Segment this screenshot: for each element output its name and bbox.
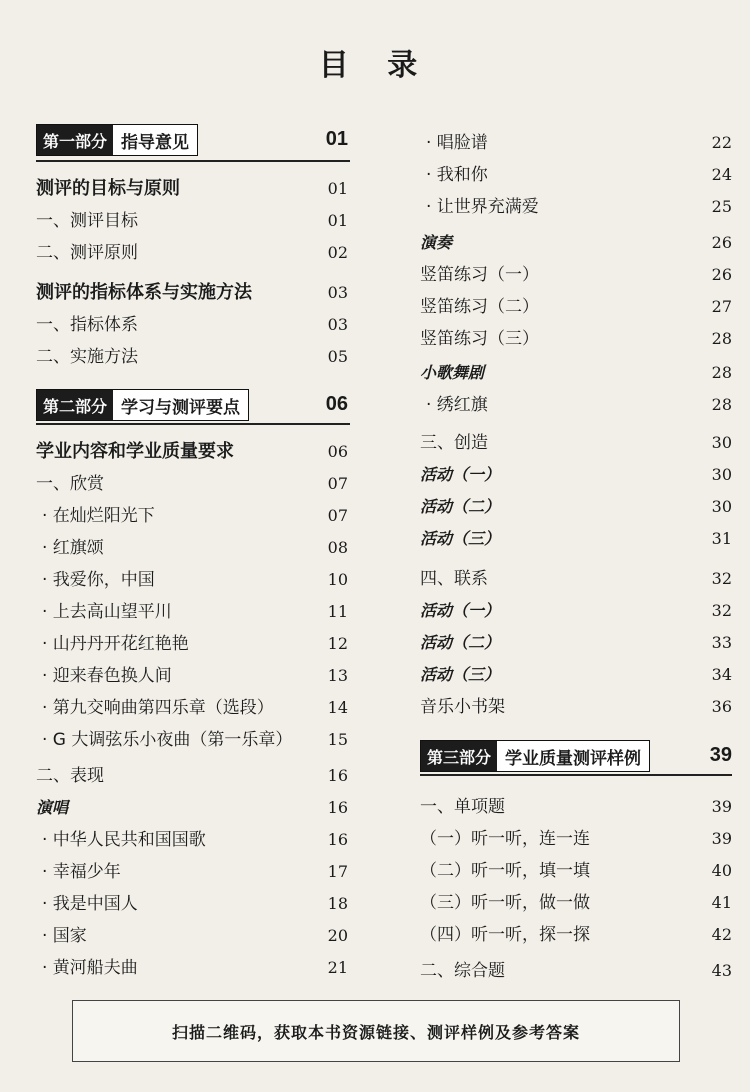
part-name: 学业质量测评样例: [505, 748, 642, 769]
page-number: 26: [711, 233, 732, 252]
toc-entry[interactable]: [420, 128, 732, 158]
toc-entry[interactable]: [420, 460, 732, 490]
page-number: 15: [327, 730, 348, 749]
toc-entry[interactable]: [420, 824, 732, 854]
entry-label: （二）听一听，填一填: [420, 861, 590, 881]
entry-label: 二、表现: [36, 766, 104, 786]
page-number: 31: [711, 529, 732, 548]
toc-entry[interactable]: [36, 238, 348, 268]
page-number: 34: [711, 665, 732, 684]
section-title: 测评的目标与原则: [36, 178, 180, 199]
entry-label: 活动（二）: [420, 497, 501, 516]
toc-section-heading[interactable]: [36, 278, 348, 308]
toc-entry[interactable]: [420, 390, 732, 420]
page-number: 18: [327, 894, 348, 913]
page-number: 42: [711, 925, 732, 944]
part-three-divider: [420, 774, 732, 776]
page-number: 01: [325, 128, 348, 150]
page-number: 32: [711, 601, 732, 620]
toc-entry[interactable]: [420, 956, 732, 986]
toc-entry[interactable]: [420, 692, 732, 722]
page-number: 30: [711, 433, 732, 452]
entry-label: 二、综合题: [420, 961, 505, 981]
toc-entry[interactable]: [36, 953, 348, 983]
entry-label: 活动（三）: [420, 665, 501, 684]
page-number: 20: [327, 926, 348, 945]
entry-label: · 中华人民共和国国歌: [42, 830, 206, 850]
page-number: 26: [711, 265, 732, 284]
entry-label: 三、创造: [420, 433, 488, 453]
page-number: 05: [327, 347, 348, 366]
entry-label: （三）听一听，做一做: [420, 893, 590, 913]
toc-entry[interactable]: [36, 921, 348, 951]
toc-entry[interactable]: [36, 725, 348, 755]
page-number: 06: [327, 442, 348, 461]
toc-entry[interactable]: [36, 889, 348, 919]
toc-entry[interactable]: [36, 310, 348, 340]
page-number: 39: [711, 829, 732, 848]
entry-label: · 国家: [42, 926, 87, 946]
entry-label: 竖笛练习（一）: [420, 265, 539, 285]
toc-entry[interactable]: [420, 324, 732, 354]
toc-entry[interactable]: [36, 342, 348, 372]
page-number: 12: [327, 634, 348, 653]
toc-entry[interactable]: [36, 565, 348, 595]
toc-category[interactable]: [36, 793, 348, 823]
page-number: 41: [711, 893, 732, 912]
page-number: 33: [711, 633, 732, 652]
section-title: 测评的指标体系与实施方法: [36, 282, 252, 303]
toc-entry[interactable]: [36, 533, 348, 563]
part-tag: 第一部分: [37, 125, 113, 155]
page-title: 目 录: [318, 48, 432, 83]
toc-entry[interactable]: [420, 292, 732, 322]
toc-entry[interactable]: [420, 628, 732, 658]
entry-label: · 迎来春色换人间: [42, 666, 172, 686]
part-name: 学习与测评要点: [121, 397, 241, 418]
entry-label: · 绣红旗: [426, 395, 488, 415]
entry-label: 音乐小书架: [420, 697, 505, 717]
toc-entry[interactable]: [420, 660, 732, 690]
entry-label: · 让世界充满爱: [426, 197, 539, 217]
page-number: 28: [711, 395, 732, 414]
page-number: 16: [327, 798, 348, 817]
toc-entry[interactable]: [36, 597, 348, 627]
page-number: 36: [711, 697, 732, 716]
entry-label: · 我和你: [426, 165, 488, 185]
entry-label: 活动（一）: [420, 601, 501, 620]
entry-label: 四、联系: [420, 569, 488, 589]
entry-label: 活动（二）: [420, 633, 501, 652]
entry-label: （一）听一听，连一连: [420, 829, 590, 849]
entry-label: 二、测评原则: [36, 243, 138, 263]
entry-label: · 唱脸谱: [426, 133, 488, 153]
toc-entry[interactable]: [36, 661, 348, 691]
page-number: 08: [327, 538, 348, 557]
page-number: 13: [327, 666, 348, 685]
toc-category[interactable]: [420, 358, 732, 388]
toc-entry[interactable]: [420, 920, 732, 950]
part-one-divider: [36, 160, 350, 162]
category-label: 演奏: [420, 233, 453, 252]
page-number: 17: [327, 862, 348, 881]
entry-label: · 我是中国人: [42, 894, 138, 914]
page-number: 07: [327, 474, 348, 493]
toc-entry[interactable]: [420, 856, 732, 886]
toc-entry[interactable]: [36, 825, 348, 855]
entry-label: · 红旗颂: [42, 538, 104, 558]
entry-label: · 幸福少年: [42, 862, 121, 882]
page-number: 28: [711, 363, 732, 382]
entry-label: · 上去高山望平川: [42, 602, 172, 622]
toc-entry[interactable]: [36, 857, 348, 887]
page-number: 16: [327, 830, 348, 849]
page-number: 01: [327, 211, 348, 230]
entry-label: 二、实施方法: [36, 347, 138, 367]
section-title: 学业内容和学业质量要求: [36, 441, 234, 462]
part-name: 指导意见: [121, 132, 190, 153]
entry-label: · 第九交响曲第四乐章（选段）: [42, 698, 274, 718]
page-number: 40: [711, 861, 732, 880]
page-number: 30: [711, 497, 732, 516]
entry-label: · 在灿烂阳光下: [42, 506, 155, 526]
page-number: 02: [327, 243, 348, 262]
entry-label: （四）听一听，探一探: [420, 925, 590, 945]
toc-entry[interactable]: [420, 160, 732, 190]
category-label: 小歌舞剧: [420, 363, 485, 382]
part-three-page-row: [420, 740, 732, 770]
page-number: 01: [327, 179, 348, 198]
entry-label: 一、指标体系: [36, 315, 138, 335]
entry-label: 竖笛练习（二）: [420, 297, 539, 317]
toc-entry[interactable]: [420, 192, 732, 222]
entry-label: 竖笛练习（三）: [420, 329, 539, 349]
page-number: 14: [327, 698, 348, 717]
page-number: 32: [711, 569, 732, 588]
toc-entry[interactable]: [36, 629, 348, 659]
page-number: 11: [327, 602, 348, 621]
toc-entry[interactable]: [420, 596, 732, 626]
toc-entry[interactable]: [420, 428, 732, 458]
part-tag: 第三部分: [421, 741, 497, 771]
toc-entry[interactable]: [420, 792, 732, 822]
entry-label: 活动（三）: [420, 529, 501, 548]
toc-section-heading[interactable]: [36, 437, 348, 467]
toc-category[interactable]: [420, 228, 732, 258]
toc-entry[interactable]: [420, 524, 732, 554]
category-label: 演唱: [36, 798, 69, 817]
toc-entry[interactable]: [420, 564, 732, 594]
entry-label: · 山丹丹开花红艳艳: [42, 634, 189, 654]
toc-section-heading[interactable]: [36, 174, 348, 204]
part-one-page-row: [36, 124, 348, 154]
toc-entry[interactable]: [36, 501, 348, 531]
page-number: 22: [711, 133, 732, 152]
page-number: 03: [327, 315, 348, 334]
entry-label: 一、测评目标: [36, 211, 138, 231]
entry-label: 一、欣赏: [36, 474, 104, 494]
page-number: 30: [711, 465, 732, 484]
page-number: 27: [711, 297, 732, 316]
page-number: 16: [327, 766, 348, 785]
entry-label: 一、单项题: [420, 797, 505, 817]
toc-entry[interactable]: [36, 206, 348, 236]
toc-entry[interactable]: [36, 761, 348, 791]
page-number: 03: [327, 283, 348, 302]
qr-code-note: 扫描二维码，获取本书资源链接、测评样例及参考答案: [72, 1000, 680, 1062]
page-number: 28: [711, 329, 732, 348]
page-number: 24: [711, 165, 732, 184]
page-number: 39: [711, 797, 732, 816]
entry-label: · G 大调弦乐小夜曲（第一乐章）: [42, 730, 293, 750]
toc-entry[interactable]: [420, 888, 732, 918]
page-number: 06: [325, 393, 348, 415]
entry-label: · 我爱你，中国: [42, 570, 155, 590]
toc-entry[interactable]: [420, 260, 732, 290]
part-two-page-row: [36, 389, 348, 419]
page-number: 43: [711, 961, 732, 980]
page-number: 39: [709, 744, 732, 766]
page-number: 10: [327, 570, 348, 589]
page-number: 07: [327, 506, 348, 525]
part-tag: 第二部分: [37, 390, 113, 420]
part-two-divider: [36, 423, 350, 425]
toc-entry[interactable]: [420, 492, 732, 522]
page-number: 21: [327, 958, 348, 977]
page-number: 25: [711, 197, 732, 216]
toc-entry[interactable]: [36, 469, 348, 499]
entry-label: · 黄河船夫曲: [42, 958, 138, 978]
entry-label: 活动（一）: [420, 465, 501, 484]
toc-entry[interactable]: [36, 693, 348, 723]
